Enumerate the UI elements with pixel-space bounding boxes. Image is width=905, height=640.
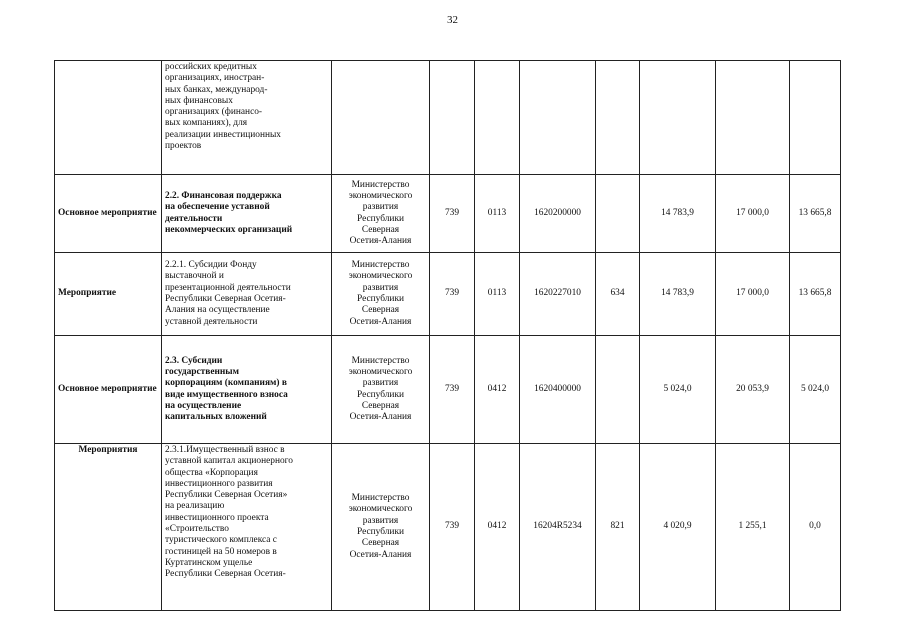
row-type-cell: Основное мероприятие bbox=[55, 336, 162, 444]
ministry-line: экономического bbox=[348, 271, 413, 282]
amount-year1-cell bbox=[640, 61, 716, 175]
grbs-code-cell: 739 bbox=[430, 253, 475, 336]
ministry-line: развития bbox=[362, 202, 399, 213]
event-name-cell bbox=[162, 336, 332, 444]
ministry-line: Министерство bbox=[351, 260, 410, 271]
amount-year2-cell: 20 053,9 bbox=[716, 336, 790, 444]
event-name-cell bbox=[162, 175, 332, 253]
ministry-line: Министерство bbox=[351, 493, 410, 504]
table-row bbox=[55, 444, 841, 611]
event-name-line: общества «Корпорация bbox=[165, 467, 258, 478]
row-type-cell: Мероприятия bbox=[55, 444, 162, 611]
section-code-cell: 0113 bbox=[475, 175, 520, 253]
ministry-cell bbox=[332, 175, 430, 253]
event-name-cell bbox=[162, 61, 332, 175]
event-name-line: некоммерческих организаций bbox=[165, 224, 293, 235]
event-name-line: ных банках, международ- bbox=[165, 84, 268, 95]
event-name-line: Республики Северная Осетия- bbox=[165, 569, 286, 580]
event-name-line: вых компаниях), для bbox=[165, 118, 248, 129]
amount-year1-cell: 4 020,9 bbox=[640, 444, 716, 611]
grbs-code-cell: 739 bbox=[430, 444, 475, 611]
section-code-cell: 0412 bbox=[475, 444, 520, 611]
event-name-line: Республики Северная Осетия- bbox=[165, 294, 286, 304]
section-code-cell: 0412 bbox=[475, 336, 520, 444]
event-name-line: реализации инвестиционных bbox=[165, 129, 281, 140]
ministry-line: экономического bbox=[348, 190, 413, 201]
event-name-line: инвестиционного развития bbox=[165, 478, 273, 489]
ministry-line: развития bbox=[362, 378, 399, 389]
amount-year2-cell: 1 255,1 bbox=[716, 444, 790, 611]
amount-year1-cell: 14 783,9 bbox=[640, 175, 716, 253]
event-name-line: Алания на осуществление bbox=[165, 305, 270, 316]
event-name-line: 2.2.1. Субсидии Фонду bbox=[165, 260, 257, 271]
event-name-line: уставной деятельности bbox=[165, 316, 258, 327]
amount-year1-cell: 5 024,0 bbox=[640, 336, 716, 444]
expense-type-cell bbox=[596, 336, 640, 444]
event-name-line: ных финансовых bbox=[165, 95, 233, 106]
row-type-cell: Основное мероприятие bbox=[55, 175, 162, 253]
event-name-line: Республики Северная Осетия» bbox=[165, 490, 288, 501]
event-name-line: организациях (финансо- bbox=[165, 107, 263, 118]
ministry-line: Осетия-Алания bbox=[349, 316, 412, 327]
row-type-cell bbox=[55, 61, 162, 175]
ministry-line: Северная bbox=[361, 538, 400, 549]
grbs-code-cell bbox=[430, 61, 475, 175]
amount-year1-cell: 14 783,9 bbox=[640, 253, 716, 336]
amount-year2-cell: 17 000,0 bbox=[716, 253, 790, 336]
ministry-line: Республики bbox=[356, 213, 405, 224]
event-name-line: презентационной деятельности bbox=[165, 282, 291, 293]
amount-year3-cell: 0,0 bbox=[790, 444, 841, 611]
ministry-line: Осетия-Алания bbox=[349, 236, 412, 247]
expense-type-cell: 821 bbox=[596, 444, 640, 611]
target-article-cell bbox=[520, 61, 596, 175]
event-name-line: уставной капитал акционерного bbox=[165, 456, 293, 467]
target-article-cell: 1620400000 bbox=[520, 336, 596, 444]
page-number: 32 bbox=[447, 14, 458, 26]
table-row bbox=[55, 336, 841, 444]
amount-year2-cell: 17 000,0 bbox=[716, 175, 790, 253]
ministry-line: развития bbox=[362, 515, 399, 526]
grbs-code-cell: 739 bbox=[430, 175, 475, 253]
expense-type-cell: 634 bbox=[596, 253, 640, 336]
event-name-cell bbox=[162, 253, 332, 336]
ministry-line: Министерство bbox=[351, 355, 410, 366]
event-name-line: виде имущественного взноса bbox=[165, 389, 288, 400]
ministry-line: Северная bbox=[361, 305, 400, 316]
amount-year2-cell bbox=[716, 61, 790, 175]
ministry-line: Осетия-Алания bbox=[349, 412, 412, 423]
ministry-line: развития bbox=[362, 282, 399, 293]
event-name-line: проектов bbox=[165, 140, 202, 151]
event-name-line: 2.3.1.Имущественный взнос в bbox=[165, 445, 285, 455]
row-type-cell: Мероприятие bbox=[55, 253, 162, 336]
target-article-cell: 16204R5234 bbox=[520, 444, 596, 611]
event-name-line: инвестиционного проекта bbox=[165, 512, 269, 523]
ministry-line: экономического bbox=[348, 504, 413, 515]
event-name-line: на обеспечение уставной bbox=[165, 202, 270, 213]
amount-year3-cell bbox=[790, 61, 841, 175]
ministry-line: Северная bbox=[361, 224, 400, 235]
expense-type-cell bbox=[596, 61, 640, 175]
amount-year3-cell: 13 665,8 bbox=[790, 175, 841, 253]
ministry-line: Республики bbox=[356, 294, 405, 304]
grbs-code-cell: 739 bbox=[430, 336, 475, 444]
ministry-line: Осетия-Алания bbox=[349, 549, 412, 560]
ministry-cell bbox=[332, 253, 430, 336]
amount-year3-cell: 5 024,0 bbox=[790, 336, 841, 444]
table-row bbox=[55, 61, 841, 175]
ministry-cell bbox=[332, 336, 430, 444]
event-name-line: организациях, иностран- bbox=[165, 73, 265, 84]
target-article-cell: 1620227010 bbox=[520, 253, 596, 336]
target-article-cell: 1620200000 bbox=[520, 175, 596, 253]
ministry-line: Северная bbox=[361, 400, 400, 411]
ministry-cell bbox=[332, 61, 430, 175]
event-name-line: на реализацию bbox=[165, 501, 225, 512]
event-name-line: 2.2. Финансовая поддержка bbox=[165, 190, 282, 201]
event-name-line: гостиницей на 50 номеров в bbox=[165, 546, 277, 557]
ministry-line: Министерство bbox=[351, 179, 410, 190]
table-row bbox=[55, 253, 841, 336]
amount-year3-cell: 13 665,8 bbox=[790, 253, 841, 336]
ministry-line: Республики bbox=[356, 389, 405, 400]
event-name-line: на осуществление bbox=[165, 400, 242, 411]
event-name-line: 2.3. Субсидии bbox=[165, 355, 223, 366]
event-name-line: туристического комплекса с bbox=[165, 535, 277, 546]
event-name-cell bbox=[162, 444, 332, 611]
ministry-cell bbox=[332, 444, 430, 611]
event-name-line: корпорациям (компаниям) в bbox=[165, 378, 287, 389]
event-name-line: российских кредитных bbox=[165, 62, 257, 72]
event-name-line: «Строительство bbox=[165, 523, 229, 534]
section-code-cell: 0113 bbox=[475, 253, 520, 336]
table-row bbox=[55, 175, 841, 253]
budget-table bbox=[54, 60, 841, 611]
event-name-line: выставочной и bbox=[165, 271, 224, 282]
expense-type-cell bbox=[596, 175, 640, 253]
section-code-cell bbox=[475, 61, 520, 175]
event-name-line: капитальных вложений bbox=[165, 412, 267, 423]
event-name-line: Куртатинском ущелье bbox=[165, 557, 253, 568]
event-name-line: государственным bbox=[165, 366, 239, 377]
ministry-line: экономического bbox=[348, 366, 413, 377]
ministry-line: Республики bbox=[356, 527, 405, 537]
event-name-line: деятельности bbox=[165, 213, 223, 224]
